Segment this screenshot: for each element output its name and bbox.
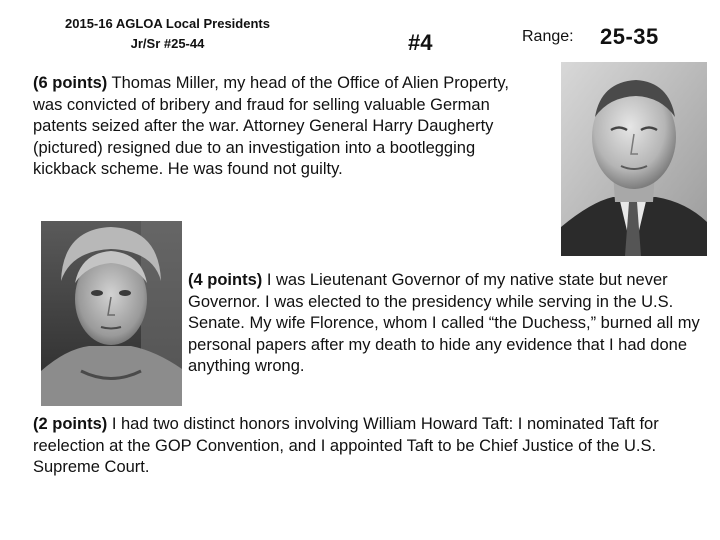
header-line-1: 2015-16 AGLOA Local Presidents	[65, 16, 270, 31]
header-line-2: Jr/Sr #25-44	[130, 36, 205, 51]
range-label: Range:	[522, 28, 574, 45]
quiz-header-title	[0, 14, 335, 54]
clue-points: (2 points)	[33, 415, 108, 433]
question-number: #4	[408, 30, 433, 55]
clue-4-points	[188, 270, 708, 378]
clue-6-points	[33, 73, 523, 181]
range-value: 25-35	[600, 24, 659, 49]
photo-harry-daugherty	[561, 62, 707, 256]
clue-text: I had two distinct honors involving William Howard Taft: I nominated Taft for reelection at the GOP Convention, and I appointed Taft to be Chief Justice of the U.S. Supreme Court.	[33, 415, 659, 476]
clue-text: I was Lieutenant Governor of my native state but never Governor. I was elected to the presidency while serving in the U.S. Senate. My wife Florence, whom I called “the Duchess,” burned all my personal papers after my death to hide any evidence that I had done anything wrong.	[188, 271, 700, 375]
clue-points: (6 points)	[33, 74, 108, 92]
clue-text: Thomas Miller, my head of the Office of Alien Property, was convicted of bribery and fraud for selling valuable German patents seized after the war. Attorney General Harry Daugherty (pictured) resigned due to an investigation into a bootlegging kickback scheme. He was found not guilty.	[33, 74, 509, 178]
photo-florence-harding	[41, 221, 182, 406]
clue-points: (4 points)	[188, 271, 263, 289]
clue-2-points	[33, 414, 703, 479]
